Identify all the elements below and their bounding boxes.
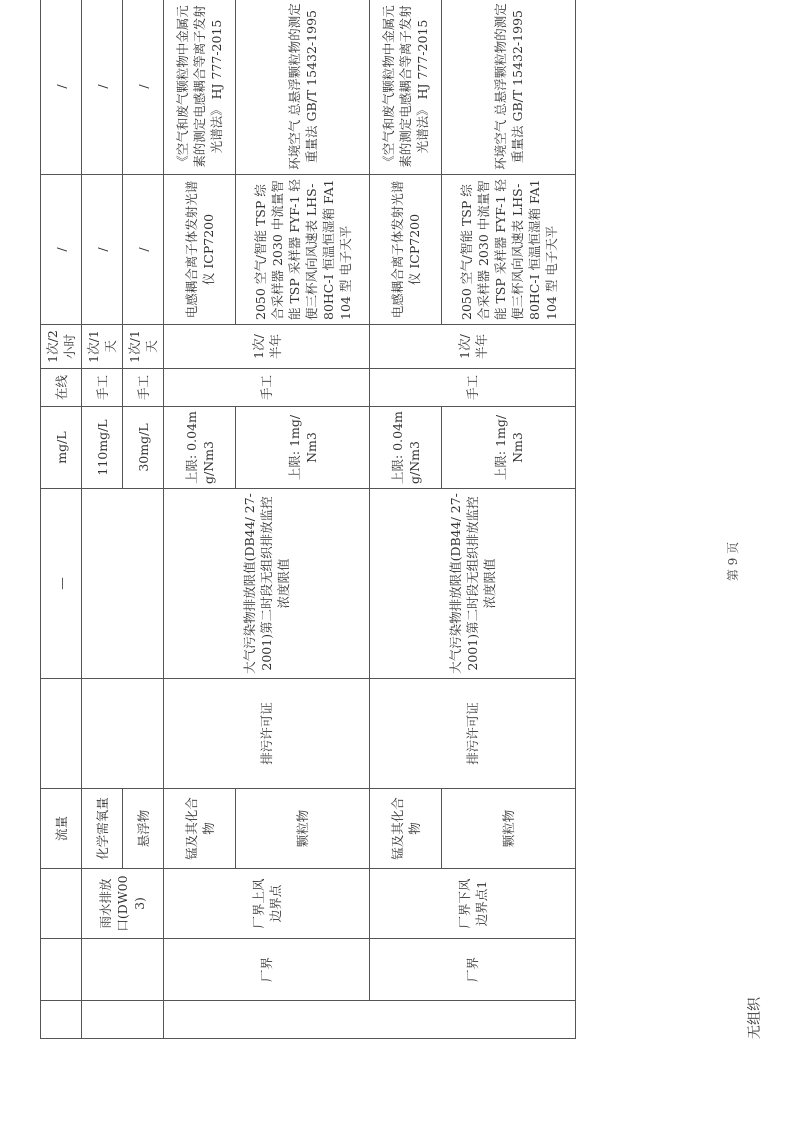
- section-label: 无组织: [747, 997, 763, 1039]
- mode-cell: 手工: [164, 369, 370, 407]
- frequency-cell: 1次/1天: [123, 325, 164, 369]
- method-cell: 《空气和废气颗粒物中金属元素的测定电感耦合等离子发射光谱法》 HJ 777-2015: [164, 0, 236, 175]
- frequency-cell: 1次/1天: [82, 325, 123, 369]
- limit-cell: 30mg/L: [123, 407, 164, 489]
- table-row: [370, 0, 442, 1039]
- limit-cell: 上限: 0.04mg/Nm3: [370, 407, 442, 489]
- basis-cell: 排污许可证: [164, 679, 370, 789]
- basis-cell: 排污许可证: [370, 679, 576, 789]
- standard-cell: 大气污染物排放限值(DB44/ 27-2001)第二时段无组织排放监控浓度限值: [164, 489, 370, 679]
- instrument-cell: 2050 空气/智能 TSP 综合采样器 2030 中流量智能 TSP 采样器 FYF-1 轻便三杯风向风速表 LHS-80HC-I 恒温恒湿箱 FA1104 型 电子天平: [442, 175, 576, 325]
- indicator-cell: 颗粒物: [442, 789, 576, 869]
- limit-cell: 110mg/L: [82, 407, 123, 489]
- indicator-cell: 颗粒物: [236, 789, 370, 869]
- instrument-cell: /: [41, 175, 82, 325]
- limit-cell: 上限: 1mg/Nm3: [236, 407, 370, 489]
- point-cell: 厂界上风边界点: [164, 869, 370, 939]
- frequency-cell: 1次/2小时: [41, 325, 82, 369]
- monitoring-table: [40, 0, 576, 1039]
- area-cell: 厂界: [370, 939, 576, 1001]
- instrument-cell: /: [123, 175, 164, 325]
- indicator-cell: 化学需氧量: [82, 789, 123, 869]
- method-cell: 环境空气 总悬浮颗粒物的测定 重量法 GB/T 15432-1995: [442, 0, 576, 175]
- limit-cell: 上限: 0.04mg/Nm3: [164, 407, 236, 489]
- indicator-cell: 流量: [41, 789, 82, 869]
- instrument-cell: /: [82, 175, 123, 325]
- instrument-cell: 电感耦合离子体发射光谱仪 ICP7200: [370, 175, 442, 325]
- method-cell: /: [123, 0, 164, 175]
- table-row: [82, 0, 123, 1039]
- limit-cell: mg/L: [41, 407, 82, 489]
- limit-cell: 上限: 1mg/Nm3: [442, 407, 576, 489]
- mode-cell: 手工: [123, 369, 164, 407]
- method-cell: 环境空气 总悬浮颗粒物的测定 重量法 GB/T 15432-1995: [236, 0, 370, 175]
- table-row: 流量 — mg/L 在线 1次/2小时 / /: [41, 0, 82, 1039]
- mode-cell: 手工: [82, 369, 123, 407]
- table-row: [164, 0, 236, 1039]
- method-cell: /: [82, 0, 123, 175]
- point-cell: 雨水排放口(DW003): [82, 869, 164, 939]
- mode-cell: 手工: [370, 369, 576, 407]
- instrument-cell: 2050 空气/智能 TSP 综合采样器 2030 中流量智能 TSP 采样器 FYF-1 轻便三杯风向风速表 LHS-80HC-I 恒温恒湿箱 FA1104 型 电子天平: [236, 175, 370, 325]
- instrument-cell: 电感耦合离子体发射光谱仪 ICP7200: [164, 175, 236, 325]
- indicator-cell: 锰及其化合物: [164, 789, 236, 869]
- frequency-cell: 1次/半年: [164, 325, 370, 369]
- method-cell: 《空气和废气颗粒物中金属元素的测定电感耦合等离子发射光谱法》 HJ 777-2015: [370, 0, 442, 175]
- area-cell: 厂界: [164, 939, 370, 1001]
- indicator-cell: 悬浮物: [123, 789, 164, 869]
- frequency-cell: 1次/半年: [370, 325, 576, 369]
- standard-cell: 大气污染物排放限值(DB44/ 27-2001)第二时段无组织排放监控浓度限值: [370, 489, 576, 679]
- page-number: 第 9 页: [726, 541, 740, 582]
- indicator-cell: 锰及其化合物: [370, 789, 442, 869]
- mode-cell: 在线: [41, 369, 82, 407]
- method-cell: /: [41, 0, 82, 175]
- point-cell: 厂界下风边界点1: [370, 869, 576, 939]
